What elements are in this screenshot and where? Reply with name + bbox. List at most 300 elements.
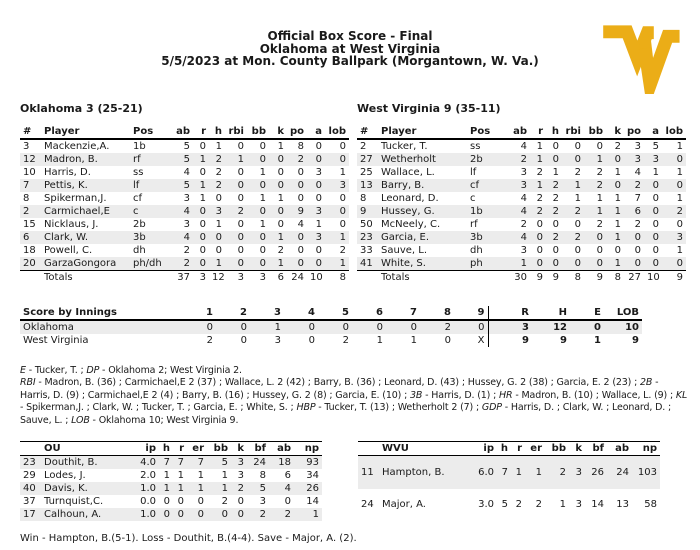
table-row: [357, 218, 686, 231]
away-batting-header: [20, 125, 349, 139]
column-header: bf: [247, 442, 269, 456]
table-row: [20, 218, 349, 231]
table-row: [20, 244, 349, 257]
cell: 6.0: [470, 456, 497, 489]
cell: 0: [644, 257, 662, 271]
cell: 3: [183, 192, 190, 204]
cell: 0: [216, 320, 250, 334]
cell: 37: [23, 496, 36, 507]
column-header: #: [20, 125, 41, 139]
flying-wv-logo: [594, 10, 686, 94]
table-row: [357, 257, 686, 271]
cell: 2: [536, 192, 543, 204]
cell: 7: [187, 456, 207, 470]
note-text: - Spikerman,J. ; Clark, W. ; Tucker, T. ; Garcia, E. ; White, S. ;: [20, 402, 297, 413]
cell: 0: [339, 218, 346, 230]
cell: 9: [287, 205, 307, 218]
table-row: [20, 139, 349, 153]
cell: Sauve, L.: [381, 244, 427, 256]
cell: 3: [307, 231, 325, 244]
cell: 1b: [467, 205, 504, 218]
cell: White, S.: [378, 257, 467, 271]
cell: GarzaGongora: [41, 257, 130, 271]
cell: 0.0: [140, 496, 156, 507]
away-batting-table: [20, 125, 349, 284]
date-venue-line: 5/5/2023 at Mon. County Ballpark (Morgantown, W. Va.): [161, 54, 539, 68]
cell: 3: [193, 270, 209, 284]
cell: 0: [297, 166, 304, 178]
cell: 9: [560, 334, 567, 346]
cell: 58: [644, 499, 657, 511]
table-row: [20, 469, 322, 482]
cell: 14: [306, 496, 319, 507]
column-header: Player: [41, 125, 130, 139]
cell: 2: [546, 205, 562, 218]
column-header: 1: [182, 306, 216, 320]
cell: 9: [546, 270, 562, 284]
table-row: [357, 179, 686, 192]
column-header: po: [287, 125, 307, 139]
cell: 2: [546, 231, 562, 244]
cell: 0: [536, 218, 543, 230]
cell: 3: [569, 456, 585, 489]
cell: 7: [173, 456, 187, 470]
cell: [357, 270, 378, 284]
cell: Major, A.: [382, 499, 426, 511]
cell: 3.0: [478, 499, 494, 511]
column-header: r: [511, 442, 525, 456]
west-virginia-batting-box: [357, 101, 683, 284]
cell: 10: [23, 166, 36, 178]
table-row: [20, 320, 642, 334]
cell: 4: [167, 205, 193, 218]
cell: 0: [662, 153, 686, 166]
cell: 1: [163, 470, 170, 481]
cell: Pettis, K.: [41, 179, 130, 192]
cell: 18: [23, 244, 36, 256]
cell: 0: [644, 231, 662, 244]
header-row: [358, 442, 660, 456]
cell: Douthit, B.: [41, 456, 132, 470]
line-score-rows: [20, 320, 642, 347]
column-header: a: [644, 125, 662, 139]
cell: 2: [634, 218, 641, 230]
cell: 0: [325, 205, 349, 218]
cell: 1: [199, 192, 206, 204]
column-header: Score by Innings: [20, 306, 182, 320]
column-header: po: [624, 125, 644, 139]
table-row: [357, 231, 686, 244]
stat-abbreviation: E: [20, 364, 26, 376]
stat-abbreviation: KL: [675, 389, 688, 401]
cell: Totals: [41, 270, 130, 284]
cell: 2: [167, 257, 193, 271]
cell: lf: [130, 179, 167, 192]
cell: 2: [360, 140, 367, 152]
cell: 0: [269, 179, 287, 192]
cell: 0: [662, 179, 686, 192]
cell: Hussey, G.: [378, 205, 467, 218]
cell: 2: [277, 244, 284, 256]
cell: 0: [552, 218, 559, 230]
cell: 1: [652, 166, 659, 178]
away-pitching-header: [20, 442, 322, 456]
column-header: k: [269, 125, 287, 139]
cell: 2: [624, 179, 644, 192]
cell: 2: [20, 205, 41, 218]
cell: 0: [307, 257, 325, 271]
game-title-block: [40, 30, 660, 68]
cell: 1.0: [132, 508, 159, 521]
home-pitching-table: [358, 441, 660, 521]
cell: 0: [325, 153, 349, 166]
cell: 12: [20, 153, 41, 166]
away-pitching-rows: [20, 456, 322, 522]
matchup-title: Oklahoma at West Virginia: [259, 41, 441, 56]
cell: 0: [386, 320, 420, 334]
note-text: - Harris, D. (9) ; Carmichael,E 2 (4) ; Barry, B. (16) ; Hussey, G. 2 (8) ; Garcia, E. (10) ;: [20, 377, 659, 401]
cell: 23: [357, 231, 378, 244]
away-pitching-table: [20, 441, 322, 521]
table-row: [20, 153, 349, 166]
cell: [130, 270, 167, 284]
cell: 93: [294, 456, 322, 470]
cell: 0: [287, 231, 307, 244]
cell: 0: [315, 244, 322, 256]
cell: Barry, B.: [378, 179, 467, 192]
column-header: 6: [352, 306, 386, 320]
column-header: 2: [216, 306, 250, 320]
cell: 33: [360, 244, 373, 256]
totals-row: [20, 270, 349, 284]
note-text: - Madron, B. (36) ; Carmichael,E 2 (37) ; Wallace, L. 2 (42) ; Barry, B. (36) ; Leonard, D. (43) ; Hussey, G. 2 (38) ; Garcia, E. 2 (23) ;: [35, 377, 641, 388]
column-header: E: [570, 306, 604, 320]
note-text: - Oklahoma 10; West Virginia 9.: [89, 414, 239, 426]
cell: 0: [284, 496, 291, 507]
cell: 8: [297, 140, 304, 152]
cell: 1: [193, 153, 209, 166]
stat-abbreviation: HR: [499, 389, 513, 401]
cell: 2: [215, 166, 222, 178]
cell: 0: [552, 244, 559, 256]
cell: ph/dh: [130, 257, 167, 271]
cell: 0: [193, 231, 209, 244]
cell: 34: [306, 470, 319, 481]
column-header: ab: [607, 442, 632, 456]
cell: 1: [530, 179, 546, 192]
cell: 1: [676, 166, 683, 178]
cell: 0: [247, 231, 269, 244]
cell: Leonard, D.: [381, 192, 439, 204]
cell: 2: [596, 218, 603, 230]
cell: ss: [470, 140, 481, 152]
cell: 2: [269, 508, 294, 521]
flying-wv-logo-svg: [594, 10, 686, 94]
cell: 0: [225, 257, 247, 271]
stat-abbreviation: LOB: [71, 414, 90, 426]
cell: Davis, K.: [41, 482, 132, 495]
notes-errors-line: [20, 365, 688, 378]
cell: 0: [444, 334, 451, 346]
cell: 8: [259, 470, 266, 481]
home-team-title: West Virginia 9 (35-11): [357, 101, 501, 115]
cell: 11: [358, 456, 379, 489]
cell: 0: [606, 153, 624, 166]
cell: 13: [357, 179, 378, 192]
table-row: [20, 257, 349, 271]
column-header: Pos: [130, 125, 167, 139]
cell: 2: [206, 334, 213, 346]
cell: 29: [23, 470, 36, 481]
table-row: [357, 192, 686, 205]
column-header: 4: [284, 306, 318, 320]
table-row: [358, 456, 660, 489]
table-row: [357, 205, 686, 218]
cell: 1: [606, 257, 624, 271]
column-header: ab: [504, 125, 530, 139]
cell: 0: [662, 257, 686, 271]
cell: 13: [616, 499, 629, 511]
cell: 0: [182, 320, 216, 334]
stat-abbreviation: 2B: [640, 377, 653, 388]
cell: 0: [652, 218, 659, 230]
cell: 3: [624, 153, 644, 166]
cell: 5: [501, 499, 508, 511]
cell: 0: [315, 140, 322, 152]
cell: 0: [173, 508, 187, 521]
cell: 0: [207, 508, 231, 521]
cell: 0: [315, 192, 322, 204]
cell: 1: [259, 166, 266, 178]
cell: 0: [644, 179, 662, 192]
away-batting-rows: [20, 139, 349, 271]
table-row: [20, 179, 349, 192]
cell: 4: [183, 166, 190, 178]
column-header: h: [497, 442, 511, 456]
table-row: [20, 166, 349, 179]
cell: 12: [532, 320, 570, 334]
table-row: [20, 192, 349, 205]
cell: 2: [662, 205, 686, 218]
stat-abbreviation: 3B: [410, 389, 423, 401]
cell: 0: [287, 257, 307, 271]
cell: 2: [535, 499, 542, 511]
note-text: - Madron, B. (10) ; Wallace, L. (9) ;: [512, 389, 676, 401]
cell: 8: [562, 270, 584, 284]
cell: Powell, C.: [44, 244, 93, 256]
cell: 25: [360, 166, 373, 178]
cell: 6: [624, 205, 644, 218]
cell: 0: [269, 205, 287, 218]
cell: 3: [183, 218, 190, 230]
stat-abbreviation: RBI: [20, 377, 36, 388]
cell: 103: [632, 456, 660, 489]
note-text: - Tucker, T. (13) ; Wetherholt 2 (7) ;: [315, 402, 482, 413]
cell: 8: [360, 192, 367, 204]
column-header: r: [193, 125, 209, 139]
cell: 5: [183, 140, 190, 152]
cell: 1: [277, 140, 284, 152]
away-batting-totals: [20, 270, 349, 284]
column-header: rbi: [225, 125, 247, 139]
cell: 1: [536, 140, 543, 152]
cell: 3: [520, 244, 527, 256]
column-header: ab: [269, 442, 294, 456]
table-row: [20, 508, 322, 521]
column-header: ip: [470, 442, 497, 456]
table-row: [357, 166, 686, 179]
cell: 1: [277, 192, 284, 204]
cell: Tucker, T.: [381, 140, 428, 152]
cell: 0: [574, 244, 581, 256]
column-header: np: [294, 442, 322, 456]
cell: Wallace, L.: [381, 166, 435, 178]
cell: 2: [562, 205, 584, 218]
cell: 0: [308, 334, 315, 346]
cell: 1: [574, 192, 581, 204]
cell: Harris, D.: [44, 166, 91, 178]
cell: 0: [546, 153, 562, 166]
cell: 1b: [133, 140, 146, 152]
cell: 24: [361, 499, 374, 511]
cell: 1: [225, 153, 247, 166]
column-header: er: [525, 442, 545, 456]
cell: 0: [562, 153, 584, 166]
cell: Garcia, E.: [378, 231, 467, 244]
cell: 0: [177, 496, 184, 507]
cell: 15: [23, 218, 36, 230]
cell: 0: [624, 231, 644, 244]
oklahoma-batting-box: [20, 101, 346, 284]
cell: 0: [215, 192, 222, 204]
cell: 0: [530, 257, 546, 271]
cell: 9: [357, 205, 378, 218]
cell: 24: [247, 456, 269, 470]
cell: 30: [504, 270, 530, 284]
cell: 1: [562, 179, 584, 192]
cell: 1: [511, 456, 525, 489]
cell: 26: [585, 456, 607, 489]
cell: 0: [247, 153, 269, 166]
cell: 2: [225, 205, 247, 218]
column-header: r: [173, 442, 187, 456]
cell: 1: [614, 192, 621, 204]
cell: 7: [159, 456, 173, 470]
cell: 0: [307, 153, 325, 166]
cell: 4: [504, 205, 530, 218]
cell: 1: [325, 257, 349, 271]
cell: 2: [209, 153, 225, 166]
cell: 0: [297, 244, 304, 256]
cell: 8: [606, 270, 624, 284]
cell: 7: [20, 179, 41, 192]
cell: 3: [23, 140, 30, 152]
cell: 3: [237, 470, 244, 481]
cell: Nicklaus, J.: [44, 218, 99, 230]
cell: 9: [662, 270, 686, 284]
cell: 2: [515, 499, 522, 511]
cell: 4: [504, 231, 530, 244]
cell: c: [130, 205, 167, 218]
table-row: [357, 244, 686, 257]
cell: 1: [606, 231, 624, 244]
cell: 0: [209, 231, 225, 244]
line-score-header: [20, 306, 642, 320]
cell: 0: [277, 166, 284, 178]
cell: 0: [237, 218, 244, 230]
cell: ph: [467, 257, 504, 271]
stat-abbreviation: DP: [86, 364, 100, 376]
column-header: bf: [585, 442, 607, 456]
column-header: bb: [545, 442, 569, 456]
cell: 1: [269, 257, 287, 271]
wv-logo-tm-dot: [649, 89, 652, 92]
cell: 2: [420, 320, 454, 334]
column-header: h: [546, 125, 562, 139]
cell: 9: [530, 270, 546, 284]
home-batting-totals: [357, 270, 686, 284]
cell: 0: [284, 320, 318, 334]
cell: 2: [536, 166, 543, 178]
cell: Carmichael,E: [41, 205, 130, 218]
cell: 0: [596, 140, 603, 152]
cell: 2: [287, 153, 307, 166]
cell: 9: [584, 270, 606, 284]
cell: 1: [259, 192, 266, 204]
cell: 0: [562, 257, 584, 271]
table-row: [20, 495, 322, 508]
cell: 0: [287, 179, 307, 192]
cell: 3: [247, 270, 269, 284]
home-batting-rows: [357, 139, 686, 271]
column-header: h: [209, 125, 225, 139]
cell: rf: [130, 153, 167, 166]
cell: 3: [634, 140, 641, 152]
cell: Madron, B.: [41, 153, 130, 166]
cell: 3: [488, 320, 532, 334]
cell: 0: [197, 496, 204, 507]
cell: 0: [676, 218, 683, 230]
pitching-section: [20, 441, 680, 521]
cell: 3: [644, 153, 662, 166]
cell: 3: [520, 166, 527, 178]
column-header: Player: [378, 125, 467, 139]
cell: 0: [614, 244, 621, 256]
cell: Oklahoma: [20, 320, 182, 334]
cell: cf: [133, 192, 143, 204]
cell: 1.0: [132, 482, 159, 495]
cell: X: [477, 334, 485, 346]
cell: McNeely, C.: [381, 218, 441, 230]
cell: 0: [318, 320, 352, 334]
cell: 0: [546, 257, 562, 271]
cell: 2: [209, 179, 225, 192]
cell: 0: [644, 205, 662, 218]
home-pitching-header: [358, 442, 660, 456]
cell: 27: [357, 153, 378, 166]
cell: 0: [352, 320, 386, 334]
table-row: [358, 489, 660, 521]
cell: 1: [530, 153, 546, 166]
cell: 0: [584, 257, 606, 271]
batting-section: [20, 101, 683, 284]
cell: lf: [470, 166, 477, 178]
column-header: [358, 442, 379, 456]
stat-abbreviation: GDP: [481, 402, 502, 413]
cell: 1: [197, 470, 204, 481]
cell: 4: [167, 231, 193, 244]
cell: 0: [624, 257, 644, 271]
